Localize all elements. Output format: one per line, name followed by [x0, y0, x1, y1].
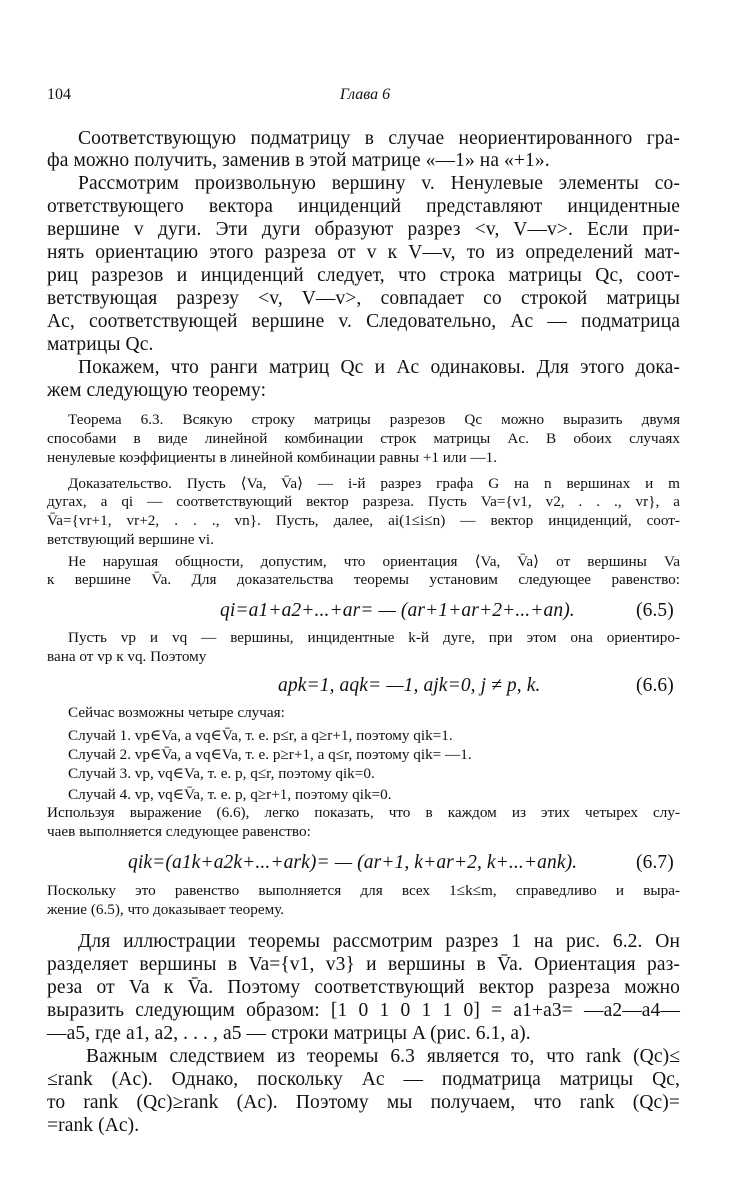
text-line: матрицы Qc.	[47, 334, 154, 355]
text-line: Поскольку это равенство выполняется для всех 1≤k≤m, справедливо и выра-	[47, 882, 680, 899]
text-line: жем следующую теорему:	[47, 380, 267, 401]
text-line: реза от Va к V̄a. Поэтому соответствующий вектор разреза можно	[47, 977, 680, 998]
text-line: ответствующего вектора инциденций представляют инцидентные	[47, 196, 680, 217]
text-line: apk=1, aqk= —1, ajk=0, j ≠ p, k.	[278, 675, 541, 696]
text-line: V̄a={vr+1, vr+2, . . ., vn}. Пусть, далее, ai(1≤i≤n) — вектор инциденций, соот-	[47, 512, 680, 529]
text-line: то rank (Qc)≥rank (Ac). Поэтому мы получаем, что rank (Qc)=	[47, 1092, 680, 1113]
text-line: Ac, соответствующей вершине v. Следовательно, Ac — подматрица	[47, 311, 680, 332]
text-line: способами в виде линейной комбинации строк матрицы Ac. В обоих случаях	[47, 430, 680, 447]
text-line: Важным следствием из теоремы 6.3 является то, что rank (Qc)≤	[86, 1046, 680, 1067]
text-line: Доказательство. Пусть ⟨Va, V̄a⟩ — i-й разрез графа G на n вершинах и m	[68, 475, 680, 492]
text-line: Теорема 6.3. Всякую строку матрицы разрезов Qc можно выразить двумя	[68, 411, 680, 428]
text-line: риц разрезов и инциденций следует, что строка матрицы Qc, соот-	[47, 265, 680, 286]
text-line: разделяет вершины в Va={v1, v3} и вершины в V̄a. Ориентация раз-	[47, 954, 680, 975]
text-line: Соответствующую подматрицу в случае неориентированного гра-	[78, 128, 680, 149]
text-line: Рассмотрим произвольную вершину v. Ненулевые элементы со-	[78, 173, 680, 194]
text-line: Случай 2. vp∈V̄a, а vq∈Va, т. е. p≥r+1, а q≤r, поэтому qik= —1.	[68, 746, 472, 763]
text-line: жение (6.5), что доказывает теорему.	[47, 901, 285, 918]
text-line: Случай 3. vp, vq∈Va, т. е. p, q≤r, поэтому qik=0.	[68, 765, 375, 782]
text-line: ветствующая разрезу <v, V—v>, совпадает со строкой матрицы	[47, 288, 680, 309]
text-line: Случай 1. vp∈Va, а vq∈V̄a, т. е. p≤r, а q≥r+1, поэтому qik=1.	[68, 727, 453, 744]
text-line: выразить следующим образом: [1 0 1 0 1 1 0] = a1+a3= —a2—a4—	[47, 1000, 680, 1021]
text-line: вершине v дуги. Эти дуги образуют разрез <v, V—v>. Если при-	[47, 219, 680, 240]
page-number: 104	[47, 86, 71, 103]
text-line: =rank (Ac).	[47, 1115, 140, 1136]
text-line: Не нарушая общности, допустим, что ориентация ⟨Va, V̄a⟩ от вершины Va	[68, 553, 680, 570]
text-line: Случай 4. vp, vq∈V̄a, т. е. p, q≥r+1, поэтому qik=0.	[68, 786, 392, 803]
text-line: дугах, а qi — соответствующий вектор разреза. Пусть Va={v1, v2, . . ., vr}, а	[47, 493, 680, 510]
text-line: нять ориентацию этого разреза от v к V—v, то из определений мат-	[47, 242, 680, 263]
text-line: qi=a1+a2+...+ar= — (ar+1+ar+2+...+an).	[220, 600, 575, 621]
text-line: фа можно получить, заменив в этой матрице «—1» на «+1».	[47, 150, 550, 171]
text-line: (6.5)	[636, 600, 674, 621]
text-line: (6.6)	[636, 675, 674, 696]
text-line: Сейчас возможны четыре случая:	[68, 704, 285, 721]
text-line: Для иллюстрации теоремы рассмотрим разрез 1 на рис. 6.2. Он	[78, 931, 680, 952]
text-line: qik=(a1k+a2k+...+ark)= — (ar+1, k+ar+2, k+...+ank).	[128, 852, 578, 873]
text-line: ветствующий вершине vi.	[47, 531, 214, 548]
text-line: (6.7)	[636, 852, 674, 873]
text-line: ненулевые коэффициенты в линейной комбинации равны +1 или —1.	[47, 449, 497, 466]
text-line: к вершине V̄a. Для доказательства теоремы установим следующее равенство:	[47, 571, 680, 588]
text-line: чаев выполняется следующее равенство:	[47, 823, 311, 840]
text-line: вана от vp к vq. Поэтому	[47, 648, 207, 665]
text-line: —a5, где a1, a2, . . . , a5 — строки матрицы A (рис. 6.1, a).	[47, 1023, 531, 1044]
text-line: Пусть vp и vq — вершины, инцидентные k-й дуге, при этом она ориентиро-	[68, 629, 680, 646]
text-line: Покажем, что ранги матриц Qc и Ac одинаковы. Для этого дока-	[78, 357, 680, 378]
running-head: Глава 6	[339, 86, 391, 103]
text-line: ≤rank (Ac). Однако, поскольку Ac — подматрица матрицы Qc,	[47, 1069, 680, 1090]
text-line: Используя выражение (6.6), легко показать, что в каждом из этих четырех слу-	[47, 804, 680, 821]
